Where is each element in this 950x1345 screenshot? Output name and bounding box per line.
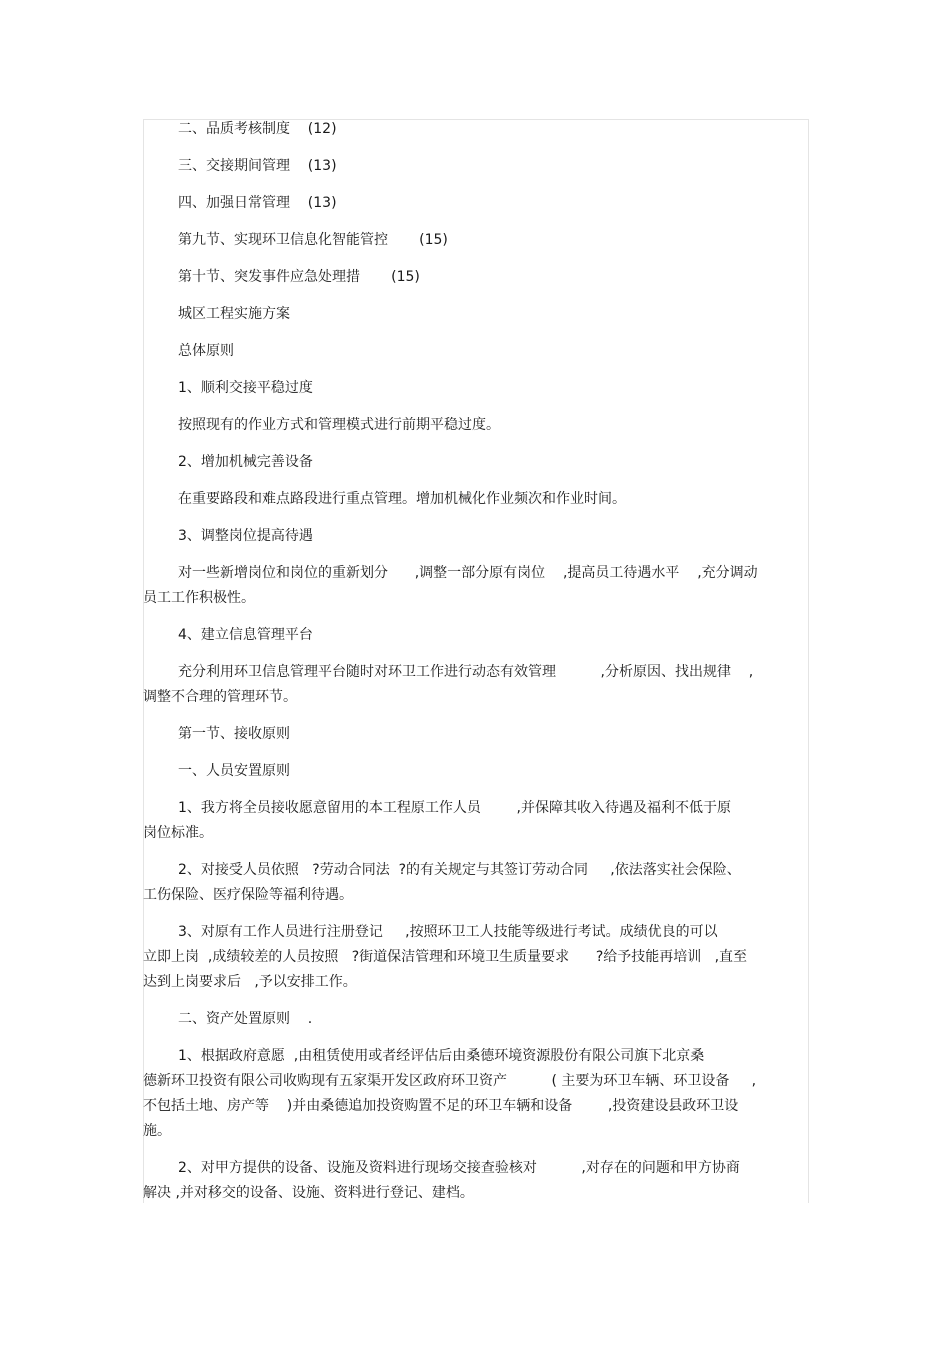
paragraph-line: 立即上岗 ,成绩较差的人员按照 ?街道保洁管理和环境卫生质量要求 ?给予技能再培训 ,直至: [143, 949, 748, 965]
paragraph: [143, 561, 793, 611]
document-body: [143, 115, 793, 1206]
item-heading: 2、增加机械完善设备: [178, 454, 313, 470]
paragraph-line: 工伤保险、医疗保险等福利待遇。: [143, 887, 353, 903]
paragraph-line: 不包括土地、房产等 )并由桑德追加投资购置不足的环卫车辆和设备 ,投资建设县政环卫设: [143, 1098, 739, 1114]
paragraph-line: 德新环卫投资有限公司收购现有五家渠开发区政府环卫资产 ( 主要为环卫车辆、环卫设备 ,: [143, 1073, 757, 1089]
item-heading: 4、建立信息管理平台: [178, 627, 313, 643]
section-heading: 第一节、接收原则: [178, 726, 290, 742]
toc-item: 第十节、突发事件应急处理措 (15): [178, 269, 420, 285]
paragraph: [143, 796, 793, 846]
paragraph-line: 达到上岗要求后 ,予以安排工作。: [143, 974, 357, 990]
paragraph-line: 3、对原有工作人员进行注册登记 ,按照环卫工人技能等级进行考试。成绩优良的可以: [178, 924, 718, 940]
subsection-heading: 一、人员安置原则: [178, 763, 290, 779]
paragraph-line: 2、对甲方提供的设备、设施及资料进行现场交接查验核对 ,对存在的问题和甲方协商: [178, 1160, 740, 1176]
paragraph: 在重要路段和难点路段进行重点管理。增加机械化作业频次和作业时间。: [178, 491, 626, 507]
subsection-heading: 二、资产处置原则 .: [178, 1011, 313, 1027]
paragraph: [143, 660, 793, 710]
paragraph: [143, 1156, 793, 1206]
paragraph: [143, 920, 793, 995]
toc-item: 二、品质考核制度 (12): [178, 121, 337, 137]
item-heading: 3、调整岗位提高待遇: [178, 528, 313, 544]
paragraph-line: 1、根据政府意愿 ,由租赁使用或者经评估后由桑德环境资源股份有限公司旗下北京桑: [178, 1048, 705, 1064]
toc-item: 四、加强日常管理 (13): [178, 195, 337, 211]
item-heading: 1、顺利交接平稳过度: [178, 380, 313, 396]
paragraph-line: 1、我方将全员接收愿意留用的本工程原工作人员 ,并保障其收入待遇及福利不低于原: [178, 800, 731, 816]
toc-item: 三、交接期间管理 (13): [178, 158, 337, 174]
paragraph-line: 调整不合理的管理环节。: [143, 689, 297, 705]
paragraph-line: 解决 ,并对移交的设备、设施、资料进行登记、建档。: [143, 1185, 474, 1201]
toc-item: 第九节、实现环卫信息化智能管控 (15): [178, 232, 448, 248]
paragraph-line: 员工工作积极性。: [143, 590, 255, 606]
paragraph: [143, 858, 793, 908]
paragraph: 按照现有的作业方式和管理模式进行前期平稳过度。: [178, 417, 500, 433]
paragraph-line: 充分利用环卫信息管理平台随时对环卫工作进行动态有效管理 ,分析原因、找出规律 ,: [178, 664, 754, 680]
paragraph-line: 岗位标准。: [143, 825, 213, 841]
section-heading: 总体原则: [178, 343, 234, 359]
paragraph-line: 施。: [143, 1123, 171, 1139]
document-title: 城区工程实施方案: [178, 306, 290, 322]
paragraph-line: 2、对接受人员依照 ?劳动合同法 ?的有关规定与其签订劳动合同 ,依法落实社会保险、: [178, 862, 741, 878]
paragraph-line: 对一些新增岗位和岗位的重新划分 ,调整一部分原有岗位 ,提高员工待遇水平 ,充分调动: [178, 565, 758, 581]
paragraph: [143, 1044, 793, 1144]
